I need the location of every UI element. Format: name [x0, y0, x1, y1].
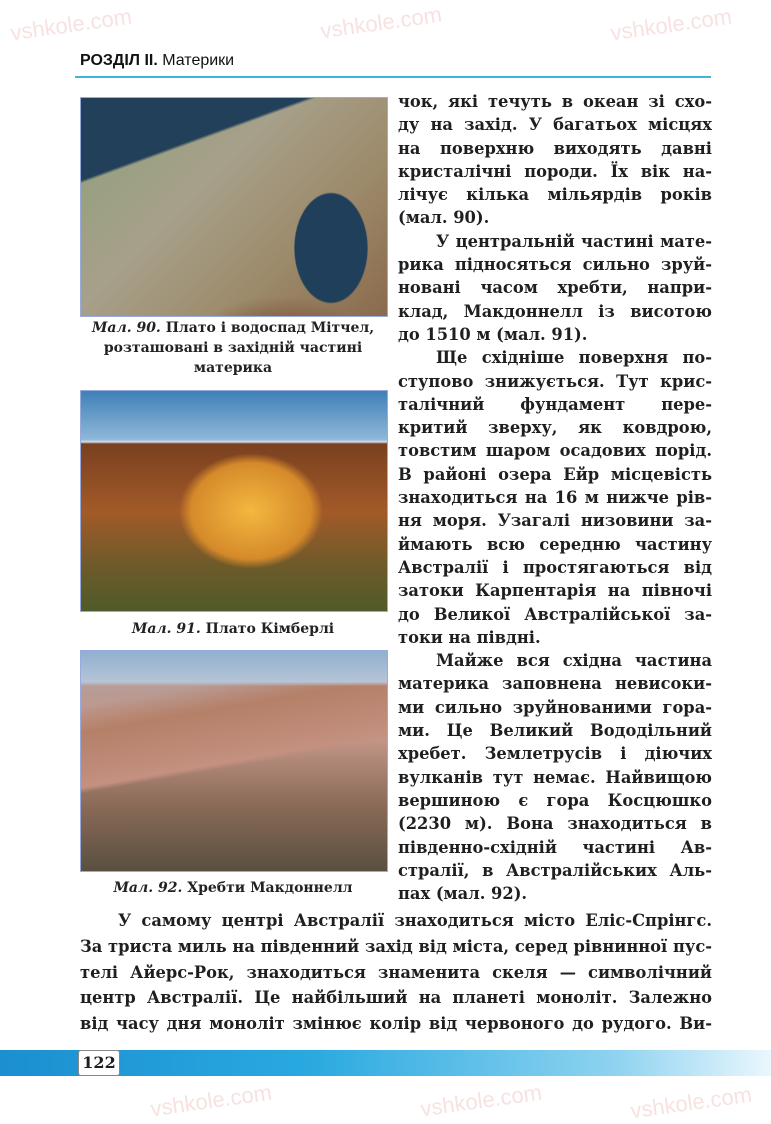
text-line: чок, які течуть в океан зі схо- — [398, 92, 712, 111]
text-line: до 1510 м (мал. 91). — [398, 324, 588, 344]
text-line: новані часом хребти, напри- — [398, 278, 712, 298]
text-line: до Великої Австралійської за- — [398, 604, 712, 624]
text-line: стралії, в Австралійських Аль- — [398, 860, 712, 880]
text-line: затоки Карпентарія на півночі — [398, 581, 712, 601]
text-line: ймають всю середню частину — [398, 534, 712, 554]
figure-90-caption — [80, 318, 386, 378]
text-line: Австралії і простягаються від — [398, 557, 712, 577]
text-line: від часу дня моноліт змінює колір від червоного до рудого. Ви- — [80, 1014, 712, 1034]
photo-macdonnell-ranges — [80, 650, 388, 872]
photo-kimberley-plateau — [80, 390, 388, 612]
text-line: знаходиться на 16 м нижче рів- — [398, 488, 712, 508]
figure-91-caption — [80, 619, 386, 639]
caption-text: Хребти Макдоннелл — [187, 880, 353, 896]
text-line: південно-східній частині Ав- — [398, 837, 712, 857]
watermark: vshkole.com — [8, 3, 134, 46]
text-line: За триста миль на південний захід від міста, серед рівнинної пус- — [80, 936, 712, 956]
text-line: пах (мал. 92). — [398, 884, 528, 904]
section-label: РОЗДІЛ ІІ. — [80, 52, 158, 69]
text-line: лічує кілька мільярдів років — [398, 185, 712, 205]
text-line: рика підносяться сильно зруй- — [398, 255, 712, 275]
watermark: vshkole.com — [608, 3, 734, 46]
text-line: на поверхню виходять давні — [398, 138, 712, 158]
photo-mitchell-plateau — [80, 97, 388, 317]
text-line: (мал. 90). — [398, 208, 490, 228]
text-line: У центральній частині мате- — [436, 231, 712, 251]
page-number: 122 — [78, 1050, 120, 1076]
section-title: Материки — [162, 52, 235, 69]
text-line: Ще східніше поверхня по- — [436, 348, 712, 368]
text-line: кристалічні породи. Їх вік на- — [398, 161, 712, 181]
text-line: Майже вся східна частина — [436, 651, 712, 671]
text-line: (2230 м). Вона знаходиться в — [398, 814, 712, 834]
text-line: ступово знижується. Тут крис- — [398, 371, 712, 391]
watermark: vshkole.com — [628, 1081, 754, 1124]
text-line: ня моря. Узагалі низовини за- — [398, 511, 712, 531]
text-line: материка заповнена невисоки- — [398, 674, 712, 694]
text-line: центр Австралії. Це найбільший на планеті моноліт. Залежно — [80, 988, 712, 1008]
caption-text: Плато Кімберлі — [205, 621, 335, 637]
header-divider — [75, 76, 711, 78]
text-line: клад, Макдоннелл із висотою — [398, 301, 712, 321]
text-line: ми. Це Великий Вододільний — [398, 721, 712, 741]
text-line: талічний фундамент пере- — [398, 394, 712, 414]
figure-label: Мал. 92. — [113, 880, 183, 896]
text-line: телі Айерс-Рок, знаходиться знаменита скеля — символічний — [80, 962, 712, 982]
text-line: У самому центрі Австралії знаходиться місто Еліс-Спрінгс. — [118, 911, 712, 930]
figure-label: Мал. 91. — [131, 621, 201, 637]
caption-text: Плато і водоспад Мітчел, розташовані в західній частині материка — [103, 320, 375, 376]
watermark: vshkole.com — [418, 1079, 544, 1122]
watermark: vshkole.com — [148, 1079, 274, 1122]
text-line: вулканів тут немає. Найвищою — [398, 767, 712, 787]
text-line: В районі озера Ейр місцевість — [398, 464, 712, 484]
text-line: вершиною є гора Косцюшко — [398, 790, 712, 810]
text-line: токи на півдні. — [398, 627, 541, 647]
full-width-paragraph — [80, 908, 712, 1037]
text-line: ми сильно зруйнованими гора- — [398, 697, 712, 717]
watermark: vshkole.com — [318, 1, 444, 44]
text-line: критий зверху, як ковдрою, — [398, 418, 712, 438]
text-line: хребет. Землетрусів і діючих — [398, 744, 712, 764]
text-line: товстим шаром осадових порід. — [398, 441, 712, 461]
figure-label: Мал. 90. — [91, 320, 161, 336]
right-column-text — [398, 90, 712, 905]
running-header — [80, 52, 234, 70]
figure-92-caption — [80, 878, 386, 898]
text-line: ду на захід. У багатьох місцях — [398, 115, 712, 135]
